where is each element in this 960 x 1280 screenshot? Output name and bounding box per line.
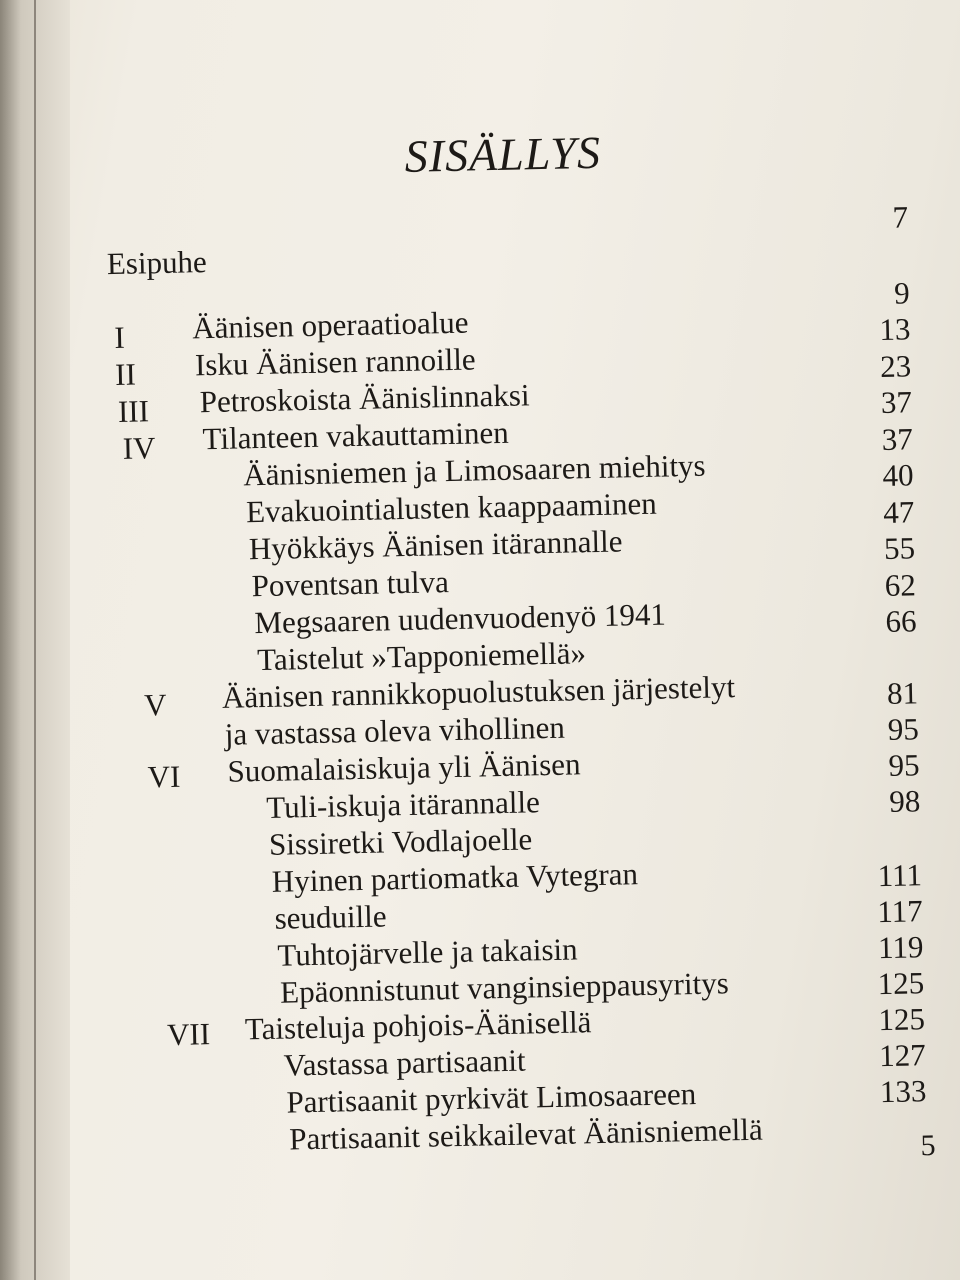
page-title: SISÄLLYS bbox=[404, 126, 602, 182]
toc-page-number: 95 bbox=[888, 747, 920, 783]
chapter-numeral: II bbox=[114, 356, 137, 393]
toc-subsection: Tuhtojärvelle ja takaisin bbox=[277, 931, 578, 973]
toc-subsection: Megsaaren uudenvuodenyö 1941 bbox=[254, 596, 667, 641]
toc-subsection: Hyinen partiomatka Vytegran bbox=[271, 856, 639, 899]
toc-subsection: Hyökkäys Äänisen itärannalle bbox=[248, 523, 623, 567]
toc-chapter-title: Tilanteen vakauttaminen bbox=[202, 414, 510, 457]
chapter-numeral: I bbox=[114, 319, 126, 356]
toc-page-number: 40 bbox=[882, 457, 914, 493]
chapter-numeral: III bbox=[117, 393, 150, 429]
toc-page-number: 111 bbox=[877, 857, 923, 894]
chapter-numeral: VI bbox=[147, 758, 181, 795]
toc-subsection: Evakuointialusten kaappaaminen bbox=[245, 485, 657, 530]
toc-subsection: Epäonnistunut vanginsieppausyritys bbox=[279, 965, 730, 1010]
toc-page-number: 117 bbox=[876, 893, 923, 930]
toc-chapter-title: Äänisen rannikkopuolustuksen järjestelyt bbox=[221, 669, 736, 715]
toc-subsection: Tuli-iskuja itärannalle bbox=[265, 784, 541, 825]
toc-page-number: 125 bbox=[877, 965, 925, 1002]
toc-subsection: Partisaanit pyrkivät Limosaareen bbox=[286, 1076, 697, 1120]
toc-page-number: 125 bbox=[878, 1001, 926, 1038]
toc-page-number: 119 bbox=[877, 929, 924, 966]
toc-page-number: 95 bbox=[887, 711, 920, 747]
toc-page-number: 9 bbox=[893, 275, 911, 311]
toc-subsection: Sissiretki Vodlajoelle bbox=[268, 821, 533, 862]
toc-page-number: 133 bbox=[879, 1073, 927, 1110]
toc-page-number: 98 bbox=[888, 783, 921, 819]
toc-page-number: 127 bbox=[878, 1037, 926, 1074]
toc-page-number: 37 bbox=[881, 421, 914, 457]
toc-page-number: 23 bbox=[879, 348, 912, 384]
toc-page-number: 37 bbox=[880, 384, 913, 420]
toc-entry-preface: Esipuhe bbox=[106, 244, 208, 282]
chapter-numeral: VII bbox=[166, 1016, 211, 1053]
toc-chapter-title: Äänisen operaatioalue bbox=[191, 304, 469, 346]
toc-chapter-title: Suomalaisiskuja yli Äänisen bbox=[227, 746, 581, 789]
toc-subsection: seuduille bbox=[274, 898, 387, 936]
toc-subsection: Partisaanit seikkailevat Äänisniemellä bbox=[288, 1111, 763, 1157]
toc-subsection: Taistelut »Tapponiemellä» bbox=[256, 635, 587, 678]
toc-chapter-title: Taisteluja pohjois-Äänisellä bbox=[244, 1004, 592, 1047]
toc-subsection: Vastassa partisaanit bbox=[283, 1042, 526, 1083]
toc-page-number: 55 bbox=[883, 530, 916, 566]
toc-chapter-title: Isku Äänisen rannoille bbox=[194, 341, 476, 383]
toc-page-number: 47 bbox=[882, 494, 915, 530]
chapter-numeral: IV bbox=[122, 430, 156, 466]
toc-page-number: 13 bbox=[879, 311, 911, 347]
toc-page-number: 66 bbox=[885, 603, 917, 639]
page-folio-number: 5 bbox=[920, 1129, 936, 1163]
chapter-numeral: V bbox=[143, 687, 167, 723]
toc-page-number: 81 bbox=[886, 675, 919, 711]
toc-page-number: 62 bbox=[884, 567, 917, 603]
toc-chapter-title-continuation: ja vastassa oleva vihollinen bbox=[224, 709, 566, 752]
toc-subsection: Äänisniemen ja Limosaaren miehitys bbox=[242, 447, 706, 493]
toc-page-number: 7 bbox=[892, 199, 909, 235]
toc-subsection: Poventsan tulva bbox=[251, 564, 450, 604]
toc-chapter-title: Petroskoista Äänislinnaksi bbox=[199, 377, 530, 420]
